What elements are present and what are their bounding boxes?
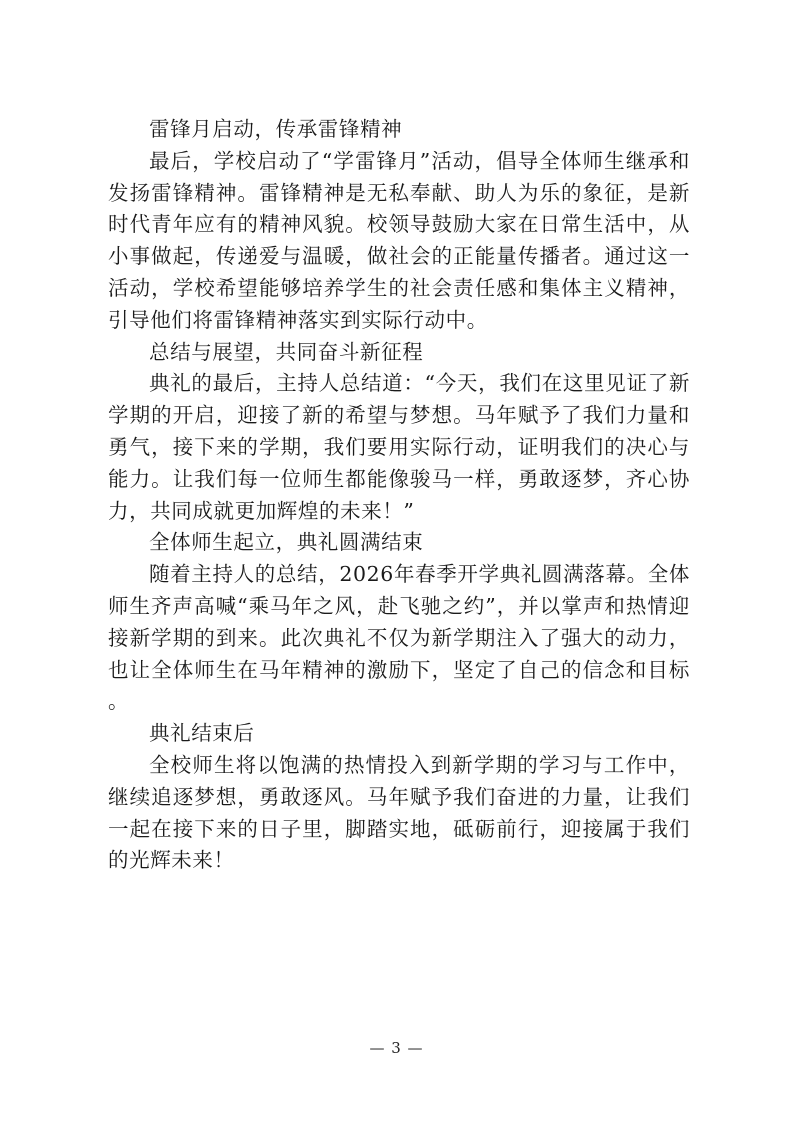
section-heading-lei-feng-month: 雷锋月启动，传承雷锋精神 bbox=[149, 117, 403, 141]
section-paragraph-lei-feng-month: 最后，学校启动了“学雷锋月”活动，倡导全体师生继承和发扬雷锋精神。雷锋精神是无私奉献、助人为乐的象征，是新时代青年应有的精神风貌。校领导鼓励大家在日常生活中，从小事做起，传递爱与温暖，做社会的正能量传播者。通过这一活动，学校希望能够培养学生的社会责任感和集体主义精神，引导他们将雷锋精神落实到实际行动中。 bbox=[108, 148, 690, 332]
section-heading-after-ceremony: 典礼结束后 bbox=[149, 721, 255, 746]
section-paragraph-summary-outlook: 典礼的最后，主持人总结道：“今天，我们在这里见证了新学期的开启，迎接了新的希望与梦想。马年赋予了我们力量和勇气，接下来的学期，我们要用实际行动，证明我们的决心与能力。让我们每一位师生都能像骏马一样，勇敢逐梦，齐心协力，共同成就更加辉煌的未来！” bbox=[108, 371, 690, 523]
section-paragraph-after-ceremony: 全校师生将以饱满的热情投入到新学期的学习与工作中，继续追逐梦想，勇敢逐风。马年赋予我们奋进的力量，让我们一起在接下来的日子里，脚踏实地，砥砺前行，迎接属于我们的光辉未来！ bbox=[108, 752, 690, 873]
document-body bbox=[108, 114, 690, 877]
section-paragraph-ceremony-closing: 随着主持人的总结，2026年春季开学典礼圆满落幕。全体师生齐声高喊“乘马年之风，赴飞驰之约”，并以掌声和热情迎接新学期的到来。此次典礼不仅为新学期注入了强大的动力，也让全体师生在马年精神的激励下，坚定了自己的信念和目标。 bbox=[108, 562, 690, 714]
section-heading-summary-outlook: 总结与展望，共同奋斗新征程 bbox=[149, 339, 424, 364]
page-number: — 3 — bbox=[369, 1039, 424, 1057]
section-heading-ceremony-closing: 全体师生起立，典礼圆满结束 bbox=[149, 530, 424, 555]
